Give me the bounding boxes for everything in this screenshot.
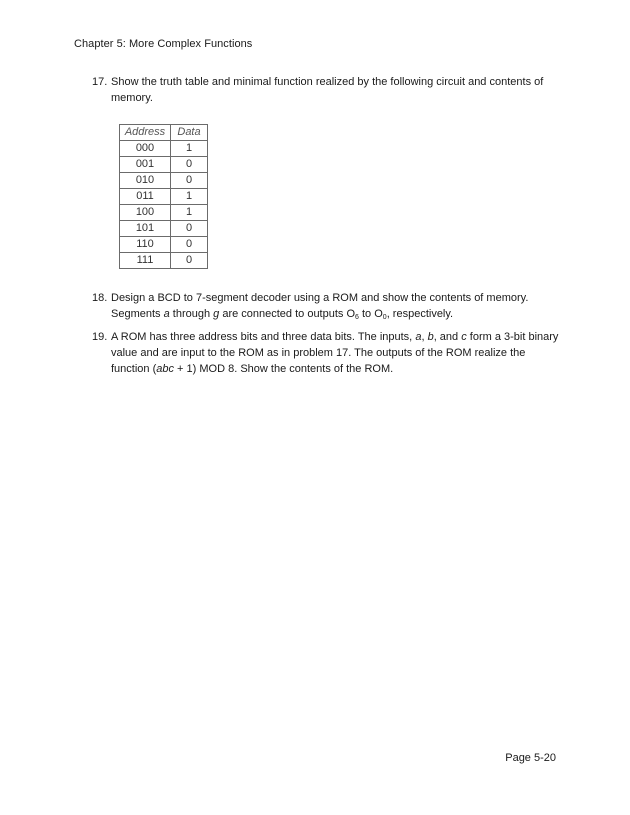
data-cell: 1 <box>171 141 208 157</box>
table-row <box>120 221 208 237</box>
table-row <box>120 253 208 269</box>
table-row <box>120 141 208 157</box>
data-cell: 0 <box>171 237 208 253</box>
table-row <box>120 237 208 253</box>
var-a: a <box>415 331 422 343</box>
problem-text-line: Design a BCD to 7-segment decoder using a ROM and show the contents of memory. <box>111 292 529 304</box>
var-b: b <box>427 331 434 343</box>
chapter-header: Chapter 5: More Complex Functions <box>74 38 253 50</box>
address-cell: 101 <box>120 221 171 237</box>
data-cell: 0 <box>171 173 208 189</box>
address-cell: 100 <box>120 205 171 221</box>
problem-19 <box>92 329 562 377</box>
address-cell: 000 <box>120 141 171 157</box>
problem-17 <box>92 74 562 106</box>
address-cell: 010 <box>120 173 171 189</box>
problem-text: Show the truth table and minimal function realized by the following circuit and contents of memory. <box>111 76 544 104</box>
table-row <box>120 189 208 205</box>
address-cell: 011 <box>120 189 171 205</box>
problem-number: 17. <box>92 76 108 88</box>
table-row <box>120 173 208 189</box>
text-fragment: to O <box>358 308 383 320</box>
text-fragment: , respectively. <box>386 308 454 320</box>
page-number: Page 5-20 <box>505 752 556 764</box>
text-fragment: are connected to outputs O <box>219 308 356 320</box>
text-fragment: + 1) MOD 8. Show the contents of the ROM. <box>174 363 394 375</box>
text-fragment: Segments <box>111 308 164 320</box>
text-fragment: , and <box>433 331 462 343</box>
problem-text <box>111 290 562 322</box>
text-fragment: , <box>421 331 428 343</box>
data-cell: 0 <box>171 253 208 269</box>
data-cell: 0 <box>171 157 208 173</box>
problem-number: 18. <box>92 292 108 304</box>
address-cell: 111 <box>120 253 171 269</box>
text-fragment: A ROM has three address bits and three data bits. The inputs, <box>111 331 416 343</box>
data-cell: 1 <box>171 205 208 221</box>
table-row <box>120 205 208 221</box>
address-column-header: Address <box>120 125 171 141</box>
table-row <box>120 157 208 173</box>
var-abc: abc <box>156 363 174 375</box>
data-cell: 1 <box>171 189 208 205</box>
address-cell: 110 <box>120 237 171 253</box>
problem-18 <box>92 290 562 322</box>
address-cell: 001 <box>120 157 171 173</box>
var-c: c <box>461 331 467 343</box>
data-column-header: Data <box>171 125 208 141</box>
text-fragment: through <box>169 308 214 320</box>
memory-contents-table <box>119 124 208 269</box>
subscript-6: 6 <box>355 314 359 321</box>
problem-number: 19. <box>92 331 108 343</box>
problem-text <box>111 329 562 377</box>
table-header-row <box>120 125 208 141</box>
segment-a-var: a <box>163 308 170 320</box>
data-cell: 0 <box>171 221 208 237</box>
segment-g-var: g <box>213 308 220 320</box>
text-fragment: form a 3-bit binary value and are input to the ROM as in problem 17. The outputs of the ROM realize the function ( <box>111 331 559 375</box>
subscript-0: 0 <box>382 314 387 321</box>
